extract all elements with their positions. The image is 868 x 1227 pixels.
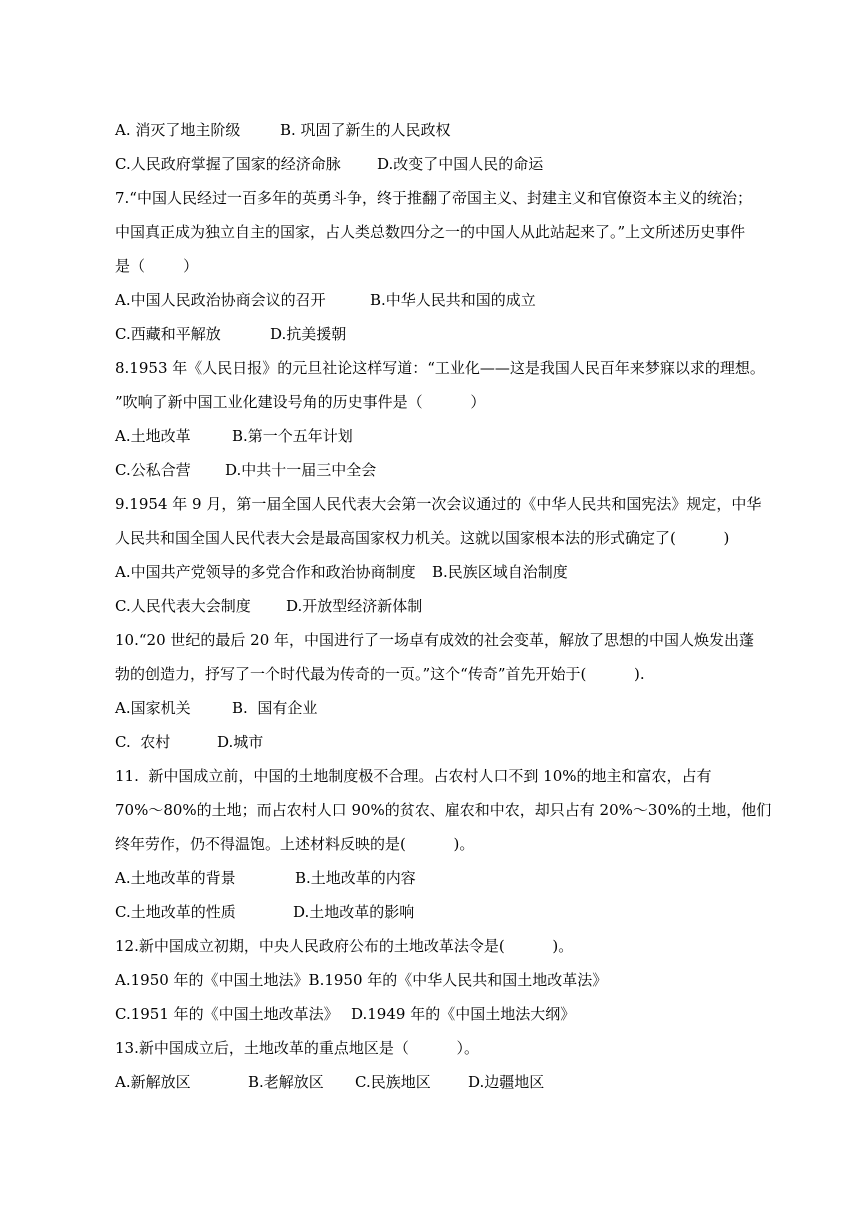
q7-options-cd xyxy=(115,324,347,344)
option-c: C.公私合营 xyxy=(115,461,191,479)
q8-options-ab xyxy=(115,426,353,446)
q7-stem-line3: 是（ ） xyxy=(115,257,199,275)
option-d: D.城市 xyxy=(217,733,264,751)
option-a: A.国家机关 xyxy=(115,699,191,717)
q11-stem-line3: 终年劳作，仍不得温饱。上述材料反映的是( )。 xyxy=(115,835,475,853)
q12-options-cd xyxy=(115,1004,576,1024)
option-a: A.土地改革的背景 xyxy=(115,869,236,887)
option-d: D.改变了中国人民的命运 xyxy=(377,155,544,173)
option-c: C.土地改革的性质 xyxy=(115,903,236,921)
q12-options-ab: A.1950 年的《中国土地法》B.1950 年的《中华人民共和国土地改革法》 xyxy=(115,971,608,989)
q10-stem-line1: 10.“20 世纪的最后 20 年，中国进行了一场卓有成效的社会变革，解放了思想的中国人焕发出蓬 xyxy=(115,631,755,649)
option-c: C.人民政府掌握了国家的经济命脉 xyxy=(115,155,341,173)
q7-options-ab xyxy=(115,290,536,310)
option-c: C.西藏和平解放 xyxy=(115,325,221,343)
option-a: A.土地改革 xyxy=(115,427,191,445)
q12-stem: 12.新中国成立初期，中央人民政府公布的土地改革法令是( )。 xyxy=(115,937,574,955)
option-d: D.中共十一届三中全会 xyxy=(225,461,377,479)
q8-stem-line2: ”吹响了新中国工业化建设号角的历史事件是（ ） xyxy=(115,393,486,411)
q10-options-ab xyxy=(115,698,318,718)
option-c: C.民族地区 xyxy=(355,1073,431,1091)
option-d: D.1949 年的《中国土地法大纲》 xyxy=(351,1005,576,1023)
q9-stem-line1: 9.1954 年 9 月，第一届全国人民代表大会第一次会议通过的《中华人民共和国宪法》规定，中华 xyxy=(115,495,762,513)
q9-stem-line2: 人民共和国全国人民代表大会是最高国家权力机关。这就以国家根本法的形式确定了( ) xyxy=(115,529,730,547)
option-b: B.土地改革的内容 xyxy=(295,869,416,887)
q8-stem-line1: 8.1953 年《人民日报》的元旦社论这样写道：“工业化——这是我国人民百年来梦寐以求的理想。 xyxy=(115,359,765,377)
option-c: C.人民代表大会制度 xyxy=(115,597,251,615)
option-d: D.土地改革的影响 xyxy=(293,903,415,921)
q9-options-ab xyxy=(115,562,568,582)
q7-stem-line1: 7.“中国人民经过一百多年的英勇斗争，终于推翻了帝国主义、封建主义和官僚资本主义的统治； xyxy=(115,189,752,207)
q13-options xyxy=(115,1072,545,1092)
option-b: B.第一个五年计划 xyxy=(232,427,353,445)
option-d: D.开放型经济新体制 xyxy=(286,597,423,615)
q7-stem-line2: 中国真正成为独立自主的国家，占人类总数四分之一的中国人从此站起来了。”上文所述历史事件 xyxy=(115,223,746,241)
option-b: B.民族区域自治制度 xyxy=(432,563,568,581)
q6-options-cd xyxy=(115,154,544,174)
q8-options-cd xyxy=(115,460,377,480)
q10-stem-line2: 勃的创造力，抒写了一个时代最为传奇的一页。”这个“传奇”首先开始于( ). xyxy=(115,665,645,683)
option-b: B.老解放区 xyxy=(248,1073,324,1091)
option-b: B. 国有企业 xyxy=(232,699,318,717)
option-c: C.1951 年的《中国土地改革法》 xyxy=(115,1005,339,1023)
option-b: B. 巩固了新生的人民政权 xyxy=(280,121,451,139)
q9-options-cd xyxy=(115,596,423,616)
option-d: D.边疆地区 xyxy=(468,1073,545,1091)
q13-stem: 13.新中国成立后，土地改革的重点地区是（ ）。 xyxy=(115,1039,480,1057)
q11-stem-line1: 11. 新中国成立前，中国的土地制度极不合理。占农村人口不到 10%的地主和富农，占有 xyxy=(115,767,712,785)
q6-options-ab xyxy=(115,120,451,140)
option-a: A.新解放区 xyxy=(115,1073,191,1091)
option-a: A. 消灭了地主阶级 xyxy=(115,121,241,139)
option-b: B.中华人民共和国的成立 xyxy=(370,291,536,309)
option-a: A.中国人民政治协商会议的召开 xyxy=(115,291,326,309)
option-a: A.中国共产党领导的多党合作和政治协商制度 xyxy=(115,563,416,581)
option-d: D.抗美援朝 xyxy=(270,325,347,343)
q11-options-ab xyxy=(115,868,416,888)
q11-options-cd xyxy=(115,902,415,922)
q10-options-cd xyxy=(115,732,264,752)
q11-stem-line2: 70%～80%的土地；而占农村人口 90%的贫农、雇农和中农，却只占有 20%～30%的土地，他们 xyxy=(115,801,772,819)
option-c: C. 农村 xyxy=(115,733,171,751)
